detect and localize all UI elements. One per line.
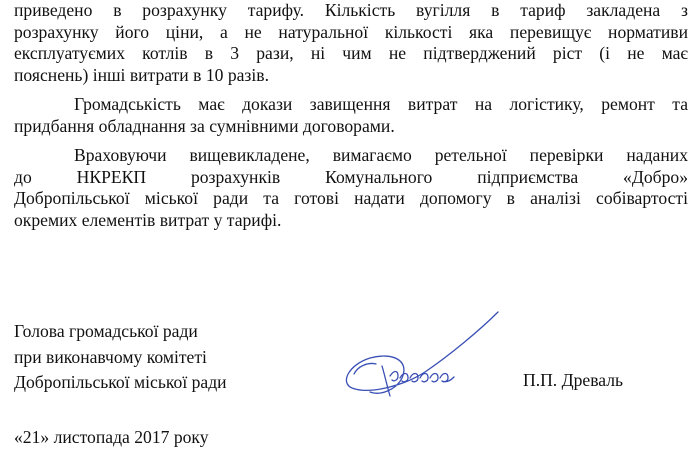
signatory-position bbox=[14, 319, 227, 396]
signer-name: П.П. Древаль bbox=[523, 370, 624, 390]
text-line: окремих елементів витрат у тарифі. bbox=[14, 209, 282, 230]
document-date: «21» листопада 2017 року bbox=[14, 427, 209, 447]
paragraph-evidence bbox=[14, 94, 688, 137]
handwritten-signature bbox=[330, 300, 510, 410]
position-line: при виконавчому комітеті bbox=[14, 346, 207, 367]
text-line: пояснень) інші витрати в 10 разів. bbox=[14, 64, 269, 85]
text-line: Враховуючи вищевикладене, вимагаємо ретельної перевірки наданих bbox=[74, 145, 688, 165]
paragraph-tariff-calculation bbox=[14, 0, 688, 86]
text-line: приведено в розрахунку тарифу. Кількість вугілля в тариф закладена з bbox=[14, 0, 688, 20]
text-line: придбання обладнання за сумнівними договорами. bbox=[14, 115, 395, 136]
paragraph-demand bbox=[14, 145, 688, 231]
text-line: до НКРЕКП розрахунків Комунального підприємства «Добро» bbox=[14, 166, 688, 187]
text-line: розрахунку його ціни, а не натуральної кількості яка перевищує нормативи bbox=[14, 21, 688, 42]
position-line: Голова громадської ради bbox=[14, 321, 198, 341]
position-line: Добропільської міської ради bbox=[14, 372, 227, 392]
text-line: експлуатуємих котлів в 3 рази, ні чим не підтверджений ріст (і не має bbox=[14, 43, 688, 64]
text-line: Добропільської міської ради та готові надати допомогу в аналізі собівартості bbox=[14, 188, 688, 209]
text-line: Громадськість має докази завищення витрат на логістику, ремонт та bbox=[74, 94, 688, 114]
